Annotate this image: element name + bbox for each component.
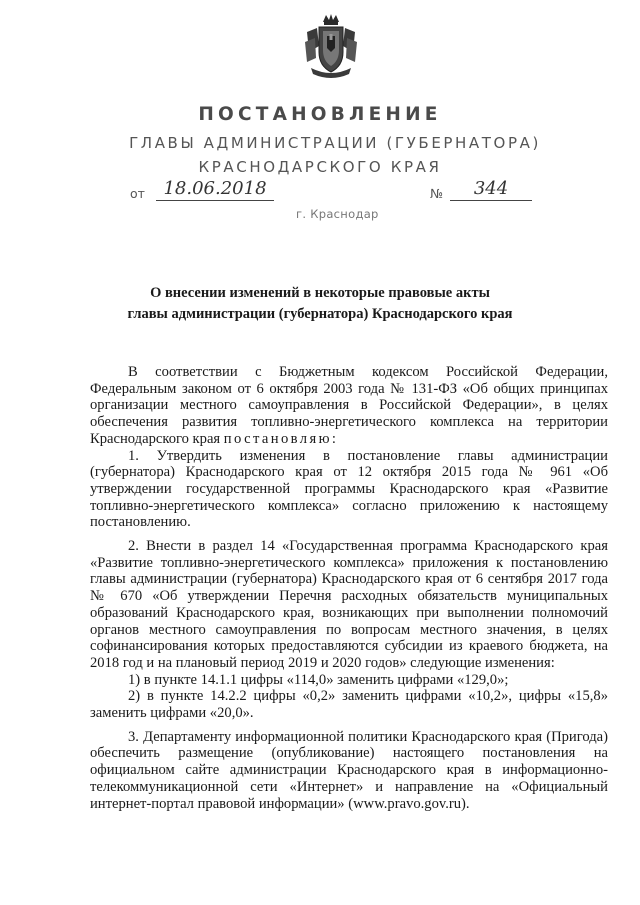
preamble-paragraph	[90, 364, 608, 448]
city-label: г. Краснодар	[296, 207, 379, 221]
title-line-1: О внесении изменений в некоторые правовые акты	[150, 285, 490, 301]
date-number-line	[0, 178, 640, 208]
document-title	[0, 283, 640, 325]
item-2-subitem-2: 2) в пункте 14.2.2 цифры «0,2» заменить цифрами «10,2», цифры «15,8» заменить цифрами «20,0».	[90, 688, 608, 722]
title-line-2: главы администрации (губернатора) Краснодарского края	[127, 306, 513, 322]
item-3-paragraph: 3. Департаменту информационной политики Краснодарского края (Пригода) обеспечить размещение (опубликование) настоящего постановления на официальном сайте администрации Краснодарского края в информационно-телекоммуникационной сети «Интернет» и направление на «Официальный интернет-портал правовой информации» (www.pravo.gov.ru).	[90, 728, 608, 812]
preamble-text: В соответствии с Бюджетным кодексом Российской Федерации, Федеральным законом от 6 октября 2003 года № 131-ФЗ «Об общих принципах организации местного самоуправления в Российской Федерации», в целях обеспечения развития топливно-энергетического комплекса на территории Краснодарского края	[90, 364, 608, 447]
number-label: №	[430, 186, 444, 201]
number-value: 344	[450, 178, 532, 201]
postanovlyayu-word: постановляю:	[223, 430, 339, 447]
coat-of-arms-emblem	[303, 12, 359, 80]
item-2-paragraph: 2. Внести в раздел 14 «Государственная программа Краснодарского края «Развитие топливно-энергетического комплекса» приложения к постановлению главы администрации (губернатора) Краснодарского края от 6 сентября 2017 года № 670 «Об утверждении Перечня расходных обязательств муниципальных образований Краснодарского края, возникающих при выполнении полномочий органов местного самоуправления по вопросам местного значения, в целях софинансирования которых предоставляются субсидии из краевого бюджета, на 2018 год и на плановый период 2019 и 2020 годов» следующие изменения:	[90, 538, 608, 671]
header-postanovlenie: ПОСТАНОВЛЕНИЕ	[198, 104, 442, 125]
header-krasnodarskogo-kraya: КРАСНОДАРСКОГО КРАЯ	[198, 158, 442, 176]
document-body	[90, 364, 608, 819]
header-glavy-administracii: ГЛАВЫ АДМИНИСТРАЦИИ (ГУБЕРНАТОРА)	[129, 134, 541, 152]
item-2-subitem-1: 1) в пункте 14.1.1 цифры «114,0» заменить цифрами «129,0»;	[128, 671, 509, 688]
item-1-paragraph: 1. Утвердить изменения в постановление главы администрации (губернатора) Краснодарского края от 12 октября 2015 года № 961 «Об утверждении государственной программы Краснодарского края «Развитие топливно-энергетического комплекса» согласно приложению к настоящему постановлению.	[90, 447, 608, 531]
date-label: от	[130, 186, 145, 201]
date-value: 18.06.2018	[156, 178, 274, 201]
